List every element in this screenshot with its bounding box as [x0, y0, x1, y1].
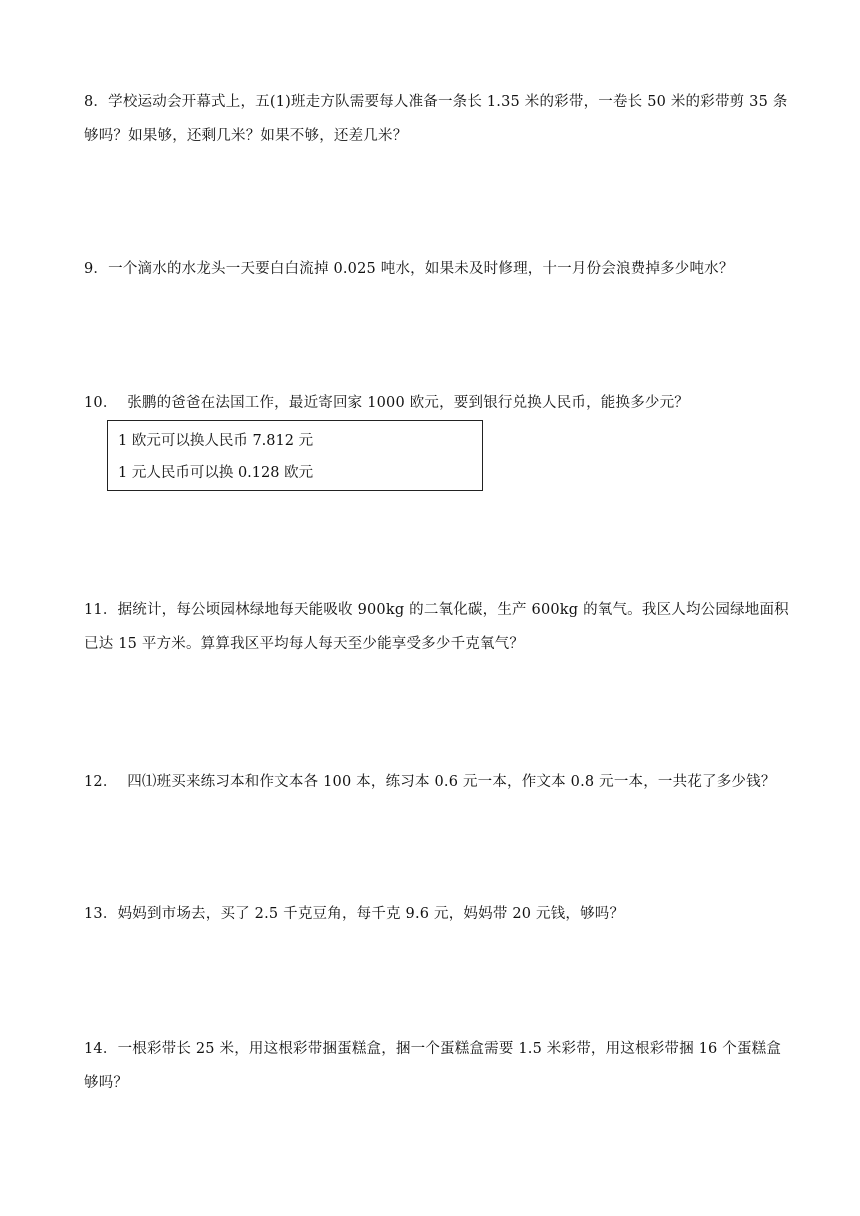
question-11 [84, 593, 814, 661]
question-14-line-1: 14．一根彩带长 25 米，用这根彩带捆蛋糕盒，捆一个蛋糕盒需要 1.5 米彩带，用这根彩带捆 16 个蛋糕盒 [84, 1041, 782, 1057]
question-12-number: 12． [84, 774, 118, 790]
question-11-line-2: 已达 15 平方米。算算我区平均每人每天至少能享受多少千克氧气？ [84, 636, 525, 652]
question-9 [84, 252, 814, 286]
question-12 [84, 765, 814, 799]
question-13-number: 13． [84, 906, 118, 922]
question-13-line-1: 13．妈妈到市场去，买了 2.5 千克豆角，每千克 9.6 元，妈妈带 20 元钱，够吗？ [84, 906, 625, 922]
exchange-rate-rmb-to-euro: 1 元人民币可以换 0.128 欧元 [118, 465, 314, 481]
question-9-line-1: 9．一个滴水的水龙头一天要白白流掉 0.025 吨水，如果未及时修理，十一月份会浪费掉多少吨水？ [84, 261, 734, 277]
question-8 [84, 85, 814, 153]
question-10-number: 10． [84, 395, 118, 411]
question-13 [84, 897, 814, 931]
question-14-number: 14． [84, 1041, 118, 1057]
question-9-number: 9． [84, 261, 109, 277]
question-11-number: 11． [84, 602, 118, 618]
question-10 [84, 386, 814, 420]
question-14-line-2: 够吗？ [84, 1075, 129, 1091]
exchange-rate-box [107, 420, 483, 491]
question-8-line-1: 8．学校运动会开幕式上，五(1)班走方队需要每人准备一条长 1.35 米的彩带，一卷长 50 米的彩带剪 35 条 [84, 94, 788, 110]
question-10-line-1: 10． 张鹏的爸爸在法国工作，最近寄回家 1000 欧元，要到银行兑换人民币，能换多少元？ [84, 395, 690, 411]
question-12-line-1: 12． 四⑴班买来练习本和作文本各 100 本，练习本 0.6 元一本，作文本 0.8 元一本，一共花了多少钱？ [84, 774, 776, 790]
exchange-rate-euro-to-rmb: 1 欧元可以换人民币 7.812 元 [118, 433, 314, 449]
question-8-line-2: 够吗？如果够，还剩几米？如果不够，还差几米？ [84, 128, 408, 144]
question-8-number: 8． [84, 94, 109, 110]
question-14 [84, 1032, 814, 1100]
question-11-line-1: 11．据统计，每公顷园林绿地每天能吸收 900kg 的二氧化碳，生产 600kg 的氧气。我区人均公园绿地面积 [84, 602, 789, 618]
